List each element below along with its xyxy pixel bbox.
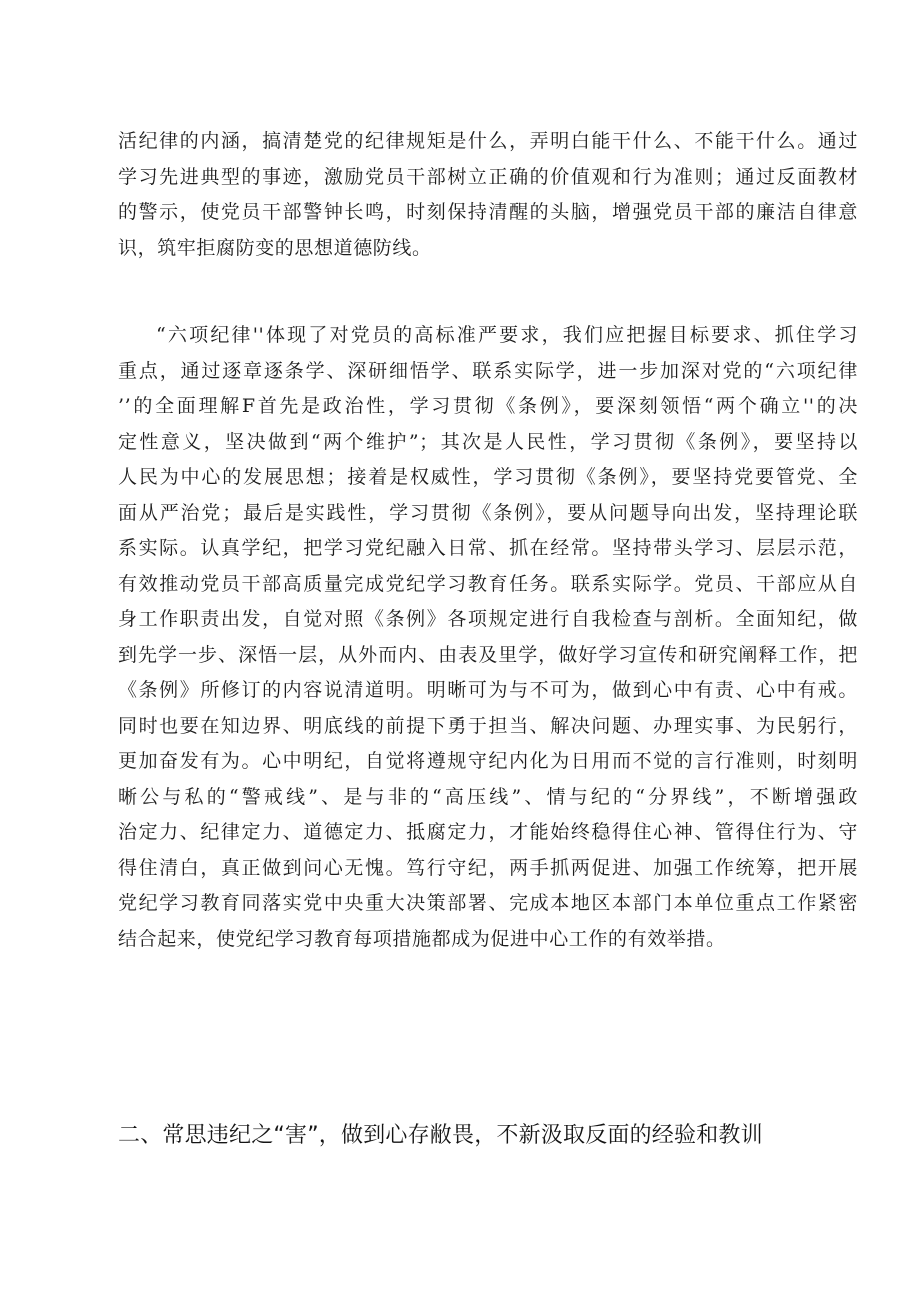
paragraph-six-disciplines <box>118 318 858 957</box>
paragraph-line: ’’的全面理解F首先是政治性，学习贯彻《条例》，要深刻领悟“两个确立''的决 <box>118 395 858 417</box>
paragraph-line: 识，筑牢拒腐防变的思想道德防线。 <box>118 236 432 259</box>
paragraph-line: 治定力、纪律定力、道德定力、抵腐定力，才能始终稳得住心神、管得住行为、守 <box>118 821 858 843</box>
paragraph-line: 人民为中心的发展思想；接着是权威性，学习贯彻《条例》，要坚持党要管党、全 <box>118 466 858 488</box>
paragraph-line: 晰公与私的“警戒线”、是与非的“高压线”、情与纪的“分界线”，不断增强政 <box>118 785 858 808</box>
paragraph-line: 结合起来，使党纪学习教育每项措施都成为促进中心工作的有效举措。 <box>118 927 726 950</box>
paragraph-line: 系实际。认真学纪，把学习党纪融入日常、抓在经常。坚持带头学习、层层示范， <box>118 537 858 559</box>
paragraph-line: 到先学一步、深悟一层，从外而内、由表及里学，做好学习宣传和研究阐释工作，把 <box>118 643 858 666</box>
paragraph-line: 重点，通过逐章逐条学、深研细悟学、联系实际学，进一步加深对党的“六项纪律 <box>118 359 858 382</box>
paragraph-line: 《条例》所修订的内容说清道明。明晰可为与不可为，做到心中有责、心中有戒。 <box>118 679 858 701</box>
section-heading: 二、常思违纪之“害”，做到心存敝畏，不新汲取反面的经验和教训 <box>118 1123 763 1148</box>
paragraph-line: 面从严治党；最后是实践性，学习贯彻《条例》，要从问题导向出发，坚持理论联 <box>118 501 858 524</box>
paragraph-discipline-meaning <box>118 124 858 266</box>
paragraph-line: 党纪学习教育同落实党中央重大决策部署、完成本地区本部门本单位重点工作紧密 <box>118 892 858 914</box>
paragraph-line: 学习先进典型的事迹，激励党员干部树立正确的价值观和行为准则；通过反面教材 <box>118 165 858 188</box>
paragraph-line: 同时也要在知边界、明底线的前提下勇于担当、解决问题、办理实事、为民躬行， <box>118 714 858 737</box>
paragraph-line: 活纪律的内涵，搞清楚党的纪律规矩是什么，弄明白能干什么、不能干什么。通过 <box>118 130 858 152</box>
paragraph-line: 的警示，使党员干部警钟长鸣，时刻保持清醒的头脑，增强党员干部的廉洁自律意 <box>118 201 858 223</box>
paragraph-line: 得住清白，真正做到问心无愧。笃行守纪，两手抓两促进、加强工作统筹，把开展 <box>118 856 858 879</box>
paragraph-line: “六项纪律''体现了对党员的高标准严要求，我们应把握目标要求、抓住学习 <box>156 324 858 346</box>
paragraph-line: 有效推动党员干部高质量完成党纪学习教育任务。联系实际学。党员、干部应从自 <box>118 572 858 595</box>
paragraph-line: 定性意义，坚决做到“两个维护”；其次是人民性，学习贯彻《条例》，要坚持以 <box>118 430 858 453</box>
paragraph-line: 身工作职责出发，自觉对照《条例》各项规定进行自我检查与剖析。全面知纪，做 <box>118 608 858 630</box>
paragraph-line: 更加奋发有为。心中明纪，自觉将遵规守纪内化为日用而不觉的言行准则，时刻明 <box>118 750 858 772</box>
